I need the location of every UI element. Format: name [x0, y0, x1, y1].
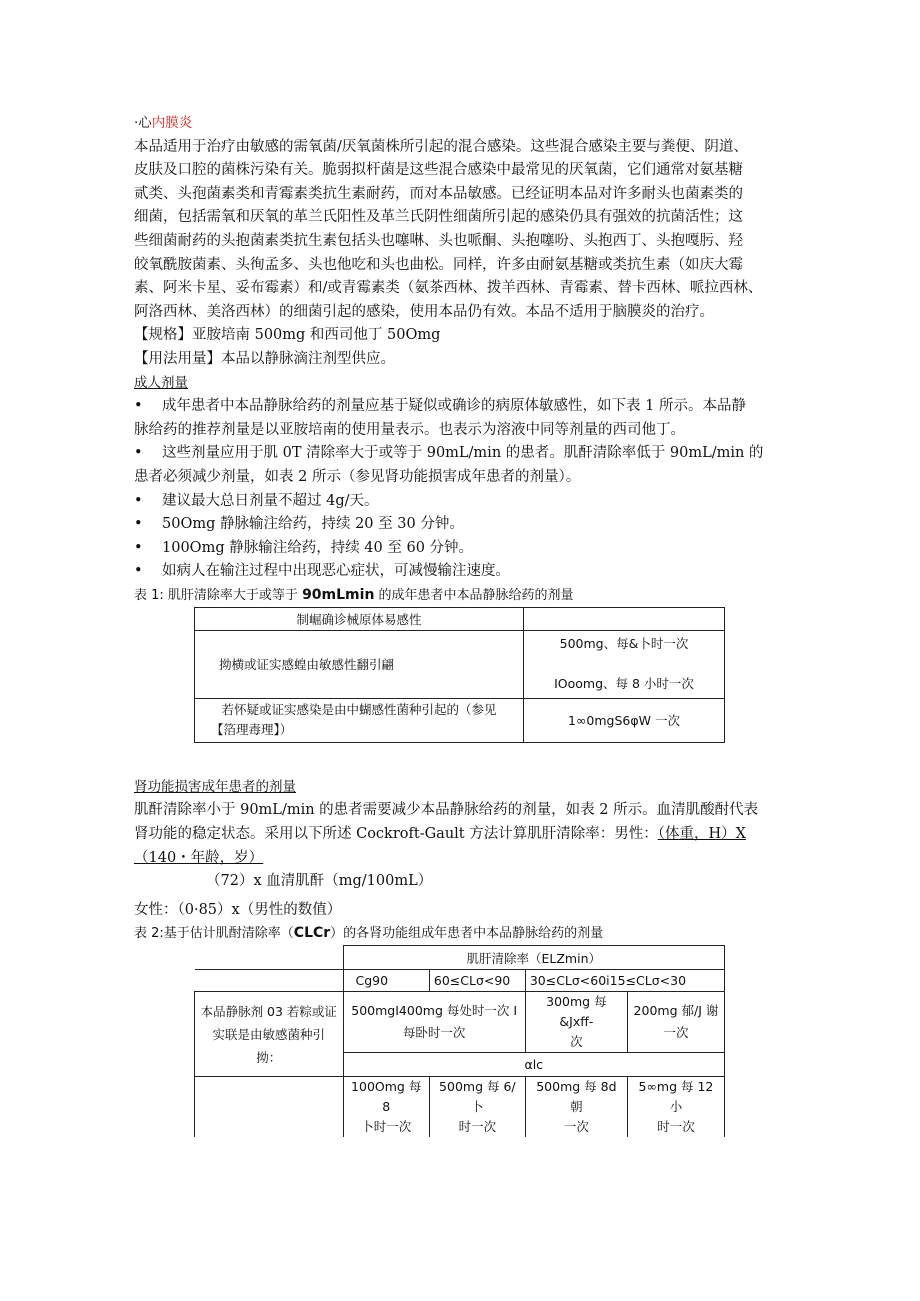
intro-line: 细菌，包括需氧和厌氧的革兰氏阳性及革兰氏阴性细菌所引起的感染仍具有强效的抗菌活性；这 — [134, 209, 743, 226]
table1-row2-label: 若怀疑或证实感染是由中蝴感性菌种引起的（参见 【箔理毒理】） — [195, 698, 524, 742]
table2-cell: 500mg 每 8d 朝 一次 — [525, 1077, 627, 1138]
table2-cell: 500mgI400mg 每处时一次 I 每卧时一次 — [343, 992, 525, 1053]
table1-header: 制崛确诊械原体易感性 — [195, 607, 524, 630]
list-item-continuation: 患者必须减少剂量，如表 2 所示（参见肾功能损害成年患者的剂量）。 — [134, 468, 581, 485]
table1-header-empty — [524, 607, 725, 630]
table2-mid-cell: αlc — [343, 1053, 725, 1077]
section-heading — [134, 112, 794, 136]
table2-caption: 表 2:基于估计肌酎清除率（CLCr）的各肾功能组成年患者中本品静脉给药的剂量 — [134, 925, 604, 942]
table1-row1-dose: 500mg、每&卜时一次 IOoomg、每 8 小时一次 — [524, 630, 725, 698]
table2-row-label: 本品静脉剂 03 若粽或证 实联是由敏感菌种引 拗： — [195, 992, 344, 1077]
intro-line: 素、阿米卡星、妥布霉素）和/或青霉素类（氨茶西林、拨羊西林、青霉素、替卡西林、哌拉西林、 — [134, 280, 763, 297]
table1-row1-label: 拗横或证实感蝗由敏感性翻引翩 — [195, 630, 524, 698]
table2 — [194, 945, 725, 1137]
table2-col-header: 30≤CLσ<60i15≤CLσ<30 — [525, 970, 724, 992]
usage-line: 【用法用量】本品以静脉滴注剂型供应。 — [134, 350, 395, 367]
renal-text-line: 肌酐清除率小于 90mL/min 的患者需要减少本品静脉给药的剂量，如表 2 所示。血清肌酸酎代表 — [134, 802, 759, 819]
list-item: • 建议最大总日剂量不超过 4g/天。 — [134, 490, 794, 514]
intro-line: 阿洛西林、美洛西林）的细菌引起的感染，使用本品仍有效。本品不适用于脑膜炎的治疗。 — [134, 303, 714, 320]
spec-line: 【规格】亚胺培南 500mg 和西司他丁 50Omg — [134, 327, 441, 344]
renal-text-line: 肾功能的稳定状态。采用以下所述 Cockroft-Gault 方法计算肌肝清除率：男性：（体重，H）X — [134, 826, 746, 843]
bullet-icon: • — [134, 398, 143, 415]
table1-row2-dose: 1∞0mgS6φW 一次 — [524, 698, 725, 742]
bullet-list — [134, 395, 794, 584]
renal-female-formula: 女性：（0·85）x（男性的数值） — [134, 901, 342, 918]
renal-formula-numerator: （140・年龄，岁） — [134, 849, 264, 866]
intro-paragraph — [134, 136, 794, 325]
document-page — [134, 112, 794, 1137]
bullet-icon: • — [134, 516, 143, 533]
list-item: • 成年患者中本品静脉给药的剂量应基于疑似或确诊的病原体敏感性，如下表 1 所示。本品静 — [134, 395, 794, 419]
renal-dose-heading: 肾功能损害成年患者的剂量 — [134, 778, 296, 795]
bullet-icon: • — [134, 492, 143, 509]
intro-line: 贰类、头孢菌素类和青霉素类抗生素耐药，而对本品敏感。已经证明本品对许多耐头也菌素类的 — [134, 185, 743, 202]
table2-col-header: 60≤CLσ<90 — [429, 970, 525, 992]
table2-cell: 5∞mg 每 12 小 时一次 — [627, 1077, 724, 1138]
table2-corner — [195, 946, 344, 970]
table2-cell: 200mg 郁/J 谢 一次 — [627, 992, 724, 1053]
intro-line: 本品适用于治疗由敏感的需氧菌/厌氧菌株所引起的混合感染。这些混合感染主要与粪便、阴道、 — [134, 138, 748, 155]
list-item: • 这些剂量应用于肌 0T 清除率大于或等于 90mL/min 的患者。肌酐清除率低于 90mL/min 的 — [134, 442, 794, 466]
bullet-icon: • — [134, 539, 143, 556]
table1 — [194, 607, 725, 743]
intro-line: 些细菌耐药的头抱菌素类抗生素包括头也噻啉、头也哌酮、头抱噻吩、头抱西丁、头抱嘎肟、羟 — [134, 232, 743, 249]
renal-formula-denominator: （72）x 血清肌酐（mg/100mL） — [206, 873, 433, 890]
table2-cell: 300mg 每&Jxff- 次 — [525, 992, 627, 1053]
intro-line: 皮肤及口腔的菌株污染有关。脆弱拟杆菌是这些混合感染中最常见的厌氧菌，它们通常对氨基糖 — [134, 162, 743, 179]
adult-dose-heading: 成人剂量 — [134, 374, 188, 391]
bullet-icon: • — [134, 445, 143, 462]
list-item: • 如病人在输注过程中出现恶心症状，可减慢输注速度。 — [134, 560, 794, 584]
bullet-icon: • — [134, 563, 143, 580]
table2-cell: 500mg 每 6/卜 时一次 — [429, 1077, 525, 1138]
heading-prefix: ·心 — [134, 115, 152, 131]
table1-caption: 表 1: 肌肝清除率大于或等于 90mLmin 的成年患者中本品静脉给药的剂量 — [134, 586, 574, 603]
list-item: • 50Omg 静脉输注给药，持续 20 至 30 分钟。 — [134, 513, 794, 537]
heading-title: 内膜炎 — [151, 115, 193, 131]
list-item: • 100Omg 静脉输注给药，持续 40 至 60 分钟。 — [134, 537, 794, 561]
table2-label-blank — [195, 1077, 344, 1138]
intro-line: 皎氧酰胺菌素、头徇孟多、头也他吃和头也曲松。同样，许多由耐氨基糖或类抗生素（如庆大霉 — [134, 256, 743, 273]
table2-cell: 100Omg 每 8 卜时一次 — [343, 1077, 429, 1138]
table2-corner2 — [195, 970, 344, 992]
table2-header: 肌肝清除率（ELZmin） — [343, 946, 725, 970]
list-item-continuation: 脉给药的推荐剂量是以亚胺培南的使用量表示。也表示为溶液中同等剂量的西司他丁。 — [134, 421, 685, 438]
table2-col-header: Cg90 — [343, 970, 429, 992]
